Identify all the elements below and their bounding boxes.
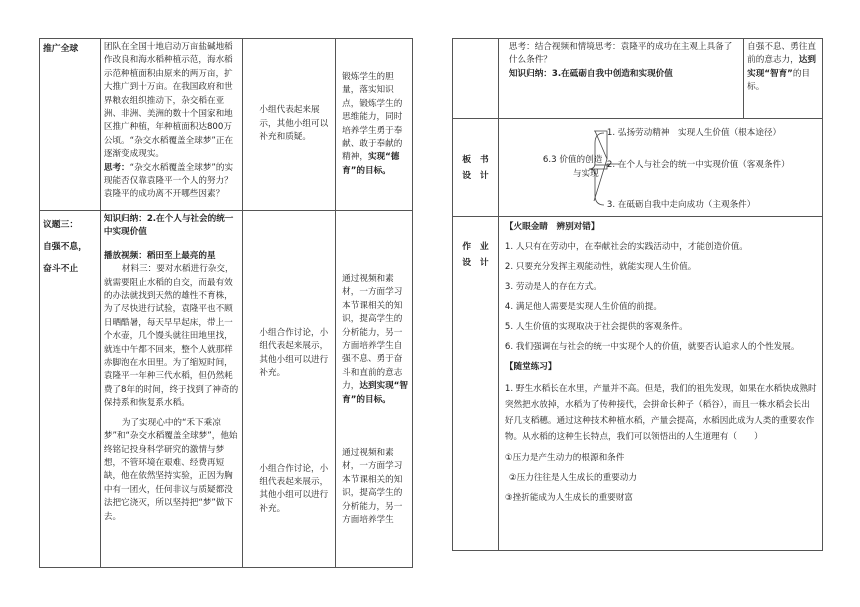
empty-label-cell — [453, 39, 499, 119]
question-paragraph: 思考：“杂交水稻覆盖全球梦”的实现能否仅靠袁隆平一个人的努力？袁隆平的成功离不开哪些因素？ — [103, 162, 234, 200]
tree-branch: 2. 在个人与社会的统一中实现价值（客观条件） — [606, 160, 790, 170]
blackboard-label — [453, 119, 499, 217]
purpose-cell — [336, 211, 413, 568]
label-line: 作 业 — [462, 242, 489, 252]
purpose-cell — [744, 39, 823, 119]
activity-cell — [243, 39, 336, 211]
homework-label — [453, 217, 499, 551]
content-cell — [498, 39, 743, 119]
tree-branch: 3. 在砥砺自我中走向成功（主观条件） — [606, 200, 756, 210]
list-item: 2. 只要充分发挥主观能动性，就能实现人生价值。 — [504, 262, 697, 272]
purpose-cell — [336, 39, 413, 211]
activity-text: 小组代表起来展示，其他小组可以补充和质疑。 — [259, 105, 329, 143]
table-row — [40, 211, 413, 568]
row-label-line: 议题三： — [43, 220, 79, 230]
table-row — [453, 217, 823, 551]
activity-cell — [243, 211, 336, 568]
purpose-text: 通过视频和素材，一方面学习本节课相关的知识，提高学生的分析能力，另一方面培养学生自强不息、勇于奋斗和直前的意志力，达到实现“智育”的目标。 — [342, 274, 408, 405]
table-row — [40, 39, 413, 211]
right-lesson-table — [452, 38, 823, 551]
list-item: 6. 我们强调在与社会的统一中实现个人的价值，就要否认追求人的个性发展。 — [504, 342, 800, 352]
material-paragraph: 为了实现心中的“禾下乘凉梦”和“杂交水稻覆盖全球梦”，他始终铭记投身科学研究的激情与梦想，不管环境在艰难、经费再短缺，他在依然坚持实验，正因为胸中有一团火，任何非议与质疑都没法把它浇灭，所以坚持把“梦”做下去。 — [103, 417, 238, 522]
list-item: 4. 满足他人需要是实现人生价值的前提。 — [504, 302, 662, 312]
purpose-text: 自强不息、勇往直前的意志力， — [747, 42, 816, 66]
row-label-line: 自强不息， — [43, 242, 87, 252]
label-line: 板 书 — [462, 154, 489, 165]
knowledge-summary: 知识归纳：2.在个人与社会的统一中实现价值 — [103, 214, 234, 238]
knowledge-summary: 知识归纳：3.在砥砺自我中创造和实现价值 — [508, 68, 673, 79]
blackboard-tree — [499, 119, 822, 216]
row-label — [40, 39, 101, 211]
option-item: ②压力往往是人生成长的重要动力 — [508, 473, 637, 483]
row-label-text: 推广全球 — [43, 44, 79, 54]
list-item: 3. 劳动是人的存在方式。 — [504, 282, 602, 292]
blackboard-design — [498, 119, 822, 217]
table-row — [453, 119, 823, 217]
content-cell — [100, 211, 243, 568]
label-line: 设 计 — [462, 170, 489, 181]
purpose-tail: 的目标。 — [747, 68, 811, 93]
homework-content — [498, 217, 822, 551]
purpose-text: 锻炼学生的胆量，落实知识点，锻炼学生的思维能力，同时培养学生勇于奉献、敢于奉献的精神，实现“德育”的目标。 — [342, 71, 403, 176]
question-prefix: 思考： — [103, 162, 130, 173]
activity-text: 小组合作讨论，小组代表起来展示，其他小组可以进行补充。 — [259, 328, 329, 379]
purpose-bold: 达到实现“智育” — [747, 55, 816, 79]
option-item: ①压力是产生动力的根源和条件 — [504, 453, 625, 463]
left-lesson-table — [39, 38, 413, 568]
tree-branch: 1. 弘扬劳动精神 实现人生价值（根本途径） — [606, 128, 782, 138]
video-title: 播放视频：稻田至上最亮的星 — [103, 250, 216, 261]
list-item: 5. 人生价值的实现取决于社会提供的客观条件。 — [504, 322, 688, 332]
section-title: 【火眼金睛 辨别对错】 — [504, 222, 600, 232]
purpose-text: 通过视频和素材，一方面学习本节课相关的知识，提高学生的分析能力，另一方面培养学生 — [342, 448, 403, 526]
question-text: 1. 野生水稻长在水里，产量并不高。但是，我们的祖先发现，如果在水稻快成熟时突然把水放掉，水稻为了传种接代，会拼命长种子（稻谷），而且一株水稻会长出好几支稻穗。通过这种技术种植水稻，产量会提高，水稻因此成为人类的重要农作物。从水稻的这种生长特点，我们可以领悟出的人生道理有（ ） — [504, 384, 817, 442]
paragraph: 团队在全国十地启动万亩盐碱地稻作改良和海水稻种植示范，海水稻示范种植面积由原来的两万亩，扩大推广到十万亩。在我国政府和世界粮农组织推动下，杂交稻在亚洲、非洲、美洲的数十个国家和地区推广种植，年种植面积达800万公顷。“杂交水稻覆盖全球梦”正在逐渐变成现实。 — [103, 42, 234, 160]
activity-text: 小组合作讨论，小组代表起来展示，其他小组可以进行补充。 — [259, 463, 329, 514]
content-cell — [100, 39, 243, 211]
label-line: 设 计 — [462, 258, 489, 268]
row-label — [40, 211, 101, 568]
option-item: ③挫折能成为人生成长的重要财富 — [504, 493, 633, 503]
row-label-line: 奋斗不止 — [43, 264, 79, 274]
list-item: 1. 人只有在劳动中，在奉献社会的实践活动中，才能创造价值。 — [504, 242, 748, 252]
table-row — [453, 39, 823, 119]
tree-root-line: 与实现 — [572, 169, 599, 179]
material-paragraph: 材料三：要对水稻进行杂交，就需要阻止水稻的自交，而最有效的办法就找到天然的雄性不育株，为了尽快进行试验，袁隆平也不顾日晒酷暑，每天早早起床，带上一个水壶，几个馒头就往田地里找，就连中午都不回来，整个人就那样赤脚泡在水田里。为了缩短时间，袁隆平一年种三代水稻，但仍然耗费了8年的时间，终于找到了神奇的保持系和恢复系水稻。 — [103, 264, 239, 409]
tree-root-line: 6.3 价值的创造 — [542, 155, 603, 165]
thinking-question: 思考：结合视频和情境思考：袁隆平的成功在主观上具备了什么条件？ — [508, 42, 733, 66]
section-title: 【随堂练习】 — [504, 362, 557, 372]
